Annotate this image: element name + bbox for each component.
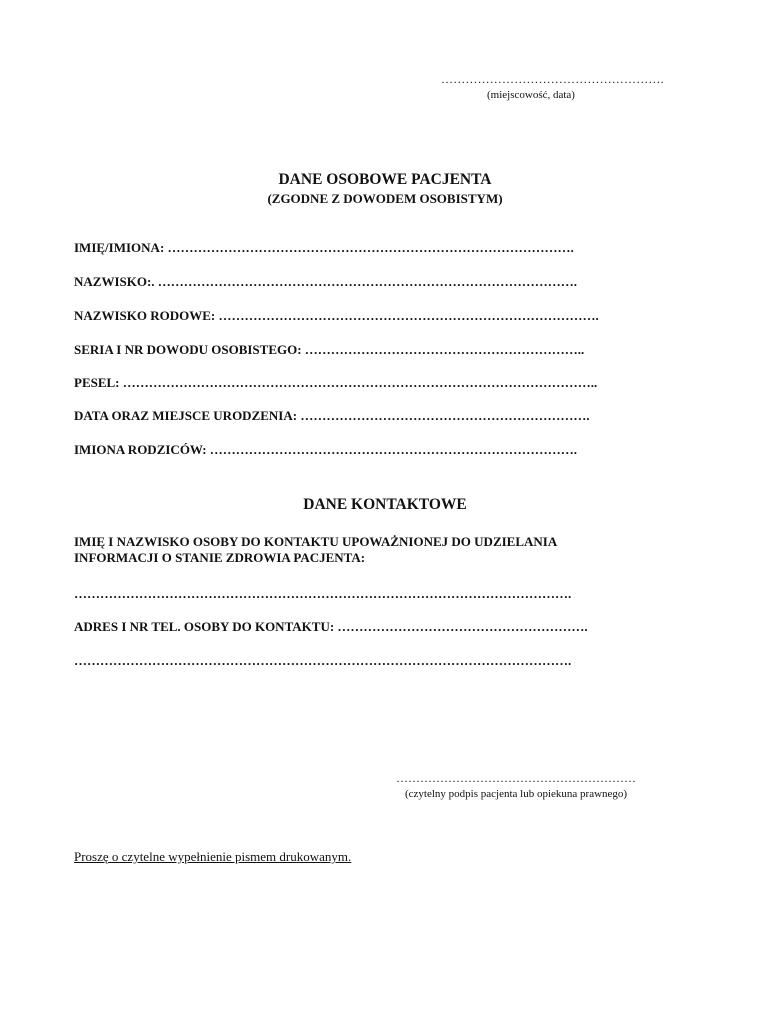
- contact-data-title: DANE KONTAKTOWE: [303, 496, 467, 513]
- signature-label: (czytelny podpis pacjenta lub opiekuna prawnego): [405, 788, 628, 800]
- signature-line: ……………………………………………………: [396, 771, 636, 785]
- field-birth-date-place: DATA ORAZ MIEJSCE URODZENIA: ………………………………………………………….: [74, 408, 590, 423]
- authorized-person-label-line1: IMIĘ I NAZWISKO OSOBY DO KONTAKTU UPOWAŻNIONEJ DO UDZIELANIA: [74, 534, 558, 549]
- field-pesel: PESEL: ………………………………………………………………………………………………..: [74, 375, 598, 390]
- contact-address-line: …………………………………………………………………………………………………….: [74, 653, 572, 668]
- field-maiden-name: NAZWISKO RODOWE: …………………………………………………………………………….: [74, 308, 599, 323]
- field-contact-address-phone: ADRES I NR TEL. OSOBY DO KONTAKTU: ………………………………………………….: [74, 619, 588, 634]
- field-first-names: IMIĘ/IMIONA: ………………………………………………………………………………….: [74, 240, 574, 255]
- personal-data-title: DANE OSOBOWE PACJENTA: [278, 171, 492, 188]
- authorized-person-line: …………………………………………………………………………………………………….: [74, 586, 572, 601]
- fill-instruction-note: Proszę o czytelne wypełnienie pismem drukowanym.: [74, 849, 352, 864]
- field-id-number: SERIA I NR DOWODU OSOBISTEGO: ………………………………………………………..: [74, 342, 585, 357]
- place-date-label: (miejscowość, data): [487, 89, 575, 101]
- field-parents-names: IMIONA RODZICÓW: ………………………………………………………………………….: [74, 442, 578, 457]
- place-date-line: ……………………………………………….: [441, 72, 664, 86]
- field-surname: NAZWISKO:. …………………………………………………………………………………….: [74, 274, 578, 289]
- authorized-person-label-line2: INFORMACJI O STANIE ZDROWIA PACJENTA:: [74, 550, 366, 565]
- personal-data-subtitle: (ZGODNE Z DOWODEM OSOBISTYM): [267, 191, 503, 206]
